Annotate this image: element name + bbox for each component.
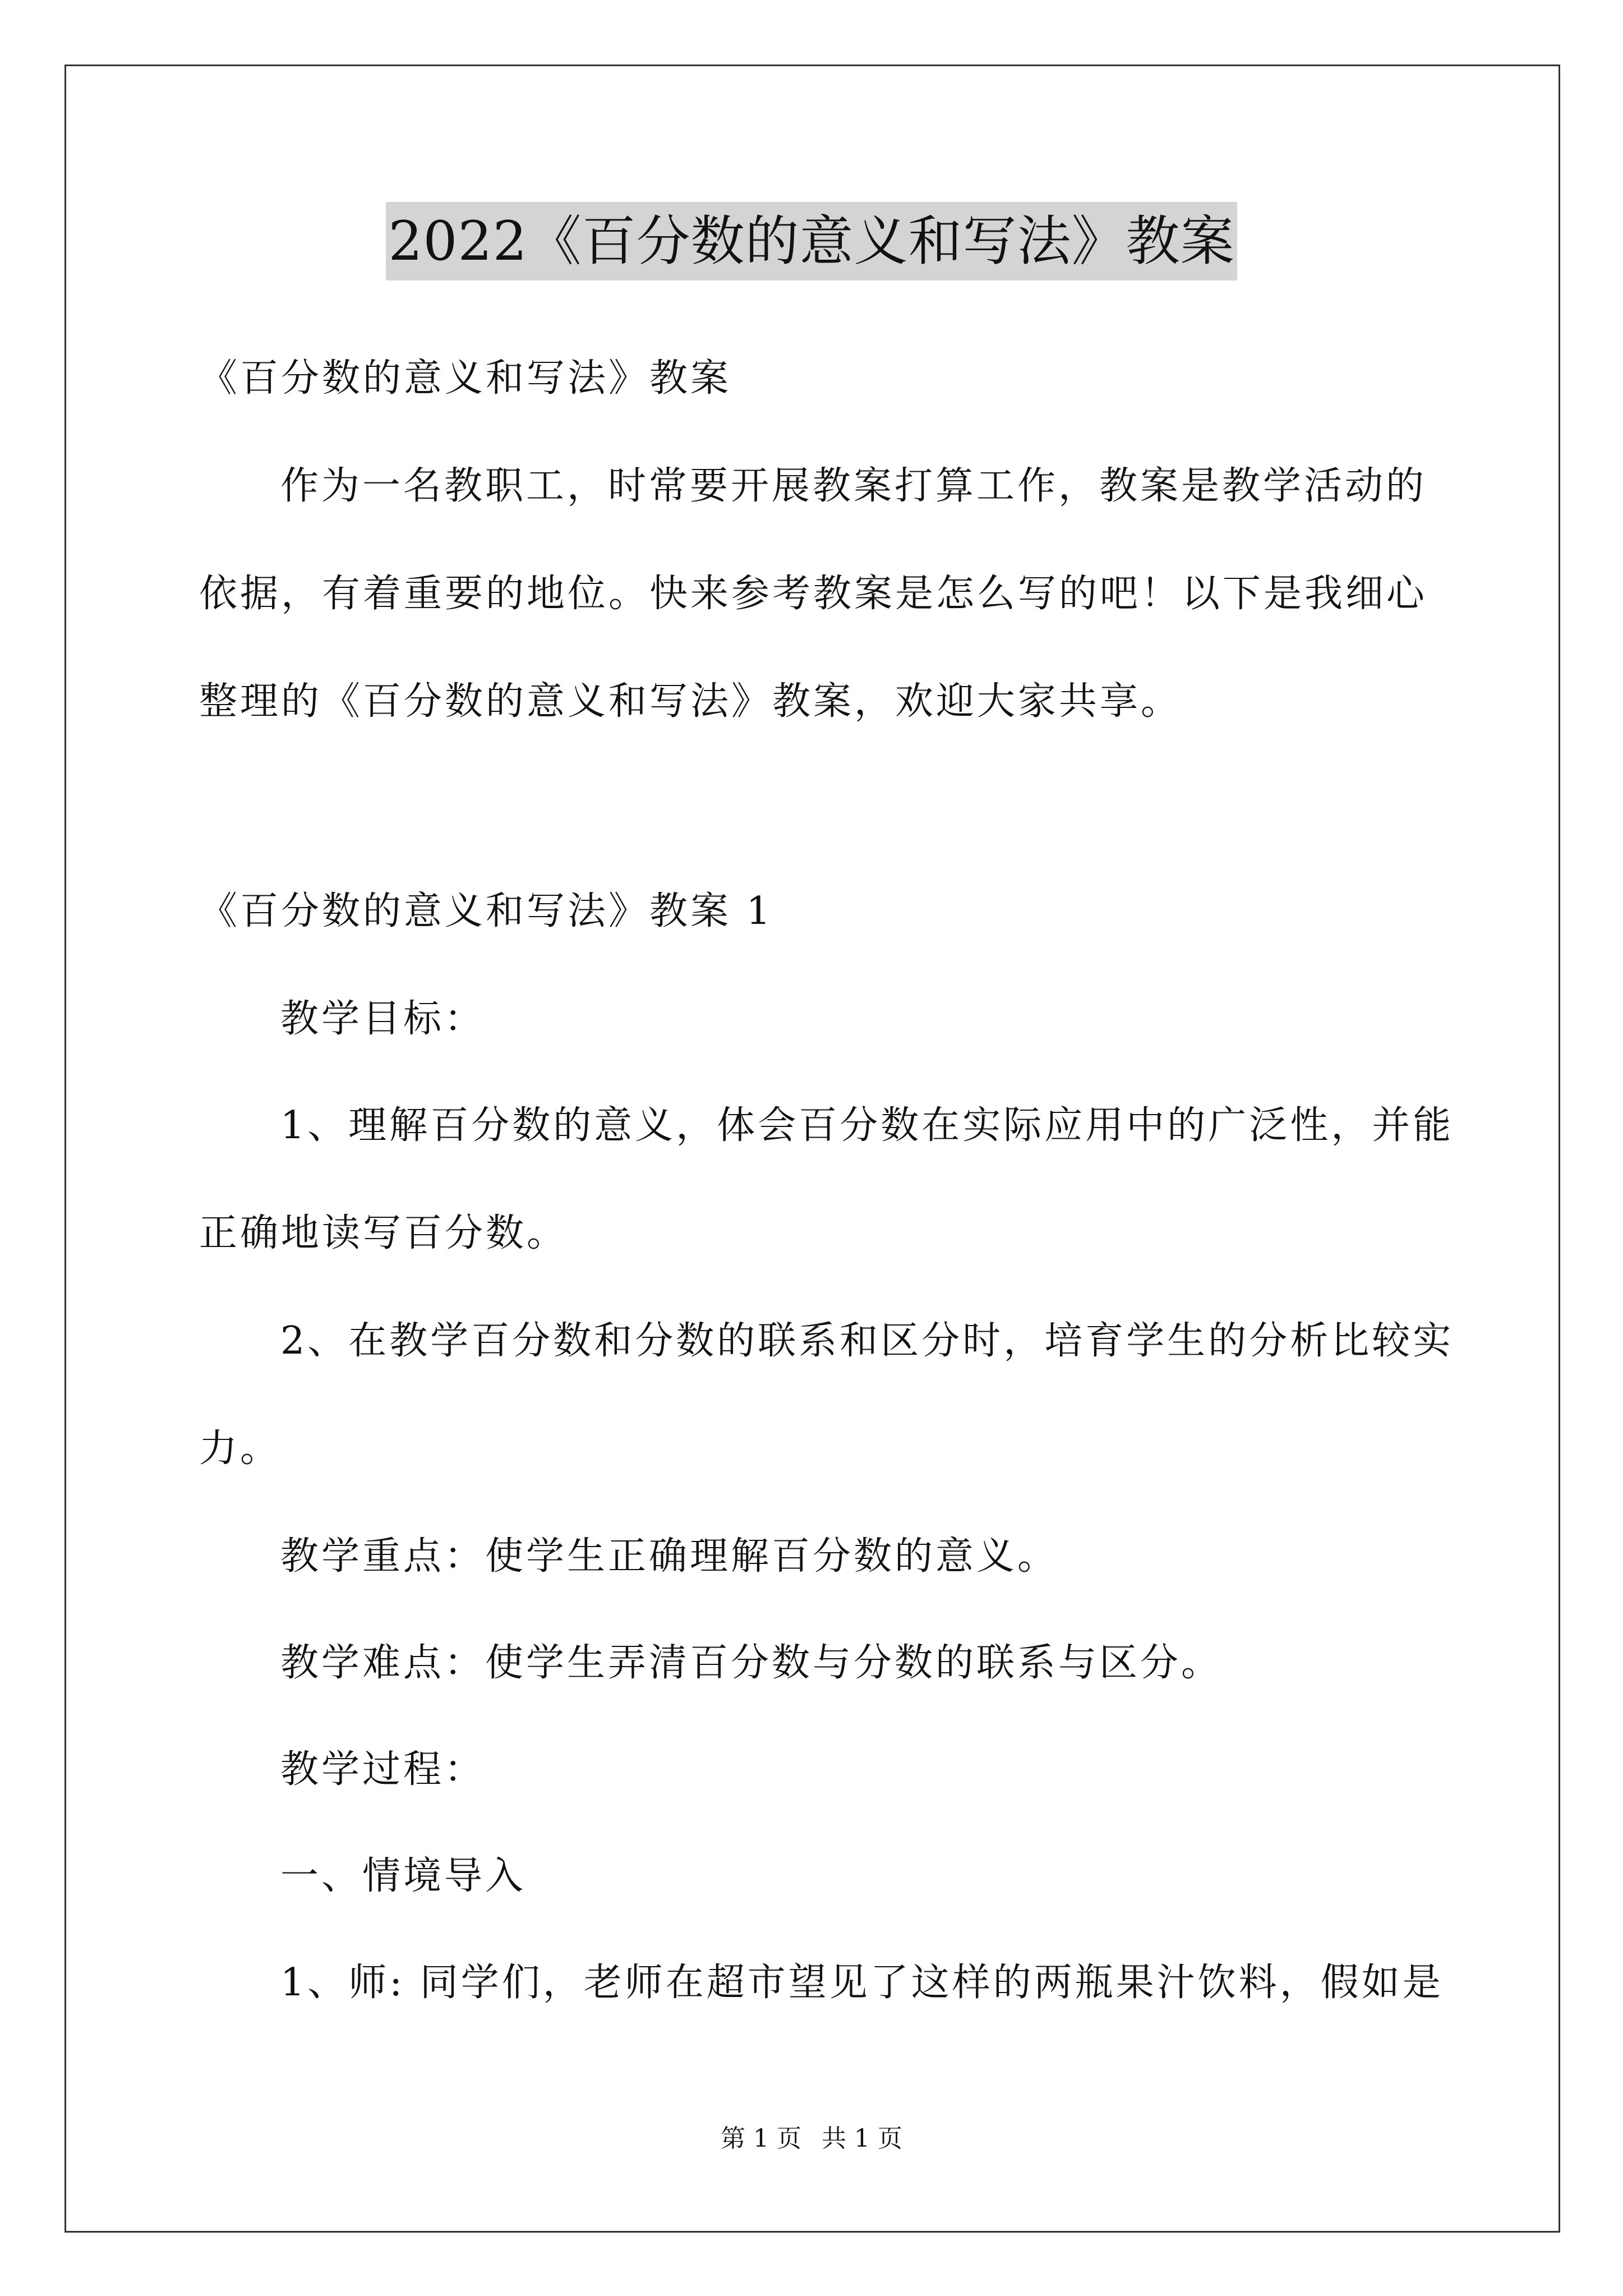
doc-line-9: 2、在教学百分数和分数的联系和区分时，培育学生的分析比较实: [280, 1319, 1454, 1363]
doc-line-3: 依据，有着重要的地位。快来参考教案是怎么写的吧！以下是我细心: [199, 572, 1428, 616]
doc-line-13: 教学过程：: [280, 1747, 486, 1792]
doc-line-10: 力。: [199, 1427, 282, 1471]
page-number: 第 1 页: [721, 2124, 801, 2153]
doc-line-14: 一、情境导入: [280, 1854, 527, 1898]
doc-line-12: 教学难点：使学生弄清百分数与分数的联系与区分。: [280, 1641, 1223, 1685]
doc-line-5: 《百分数的意义和写法》教案 1: [199, 889, 773, 933]
doc-line-6: 教学目标：: [280, 997, 486, 1041]
doc-line-1: 《百分数的意义和写法》教案: [199, 356, 732, 401]
doc-line-2: 作为一名教职工，时常要开展教案打算工作，教案是教学活动的: [280, 464, 1427, 508]
doc-line-11: 教学重点：使学生正确理解百分数的意义。: [280, 1534, 1059, 1579]
title-wrap: [0, 202, 1623, 280]
doc-line-4: 整理的《百分数的意义和写法》教案，欢迎大家共享。: [199, 679, 1182, 724]
doc-line-8: 正确地读写百分数。: [199, 1211, 568, 1255]
page-total: 共 1 页: [822, 2124, 902, 2153]
doc-line-15: 1、师: 同学们，老师在超市望见了这样的两瓶果汁饮料，假如是: [280, 1961, 1444, 2005]
page-footer: [0, 2122, 1623, 2156]
document-title: 2022《百分数的意义和写法》教案: [386, 202, 1237, 280]
doc-line-7: 1、理解百分数的意义，体会百分数在实际应用中的广泛性，并能: [280, 1103, 1454, 1148]
